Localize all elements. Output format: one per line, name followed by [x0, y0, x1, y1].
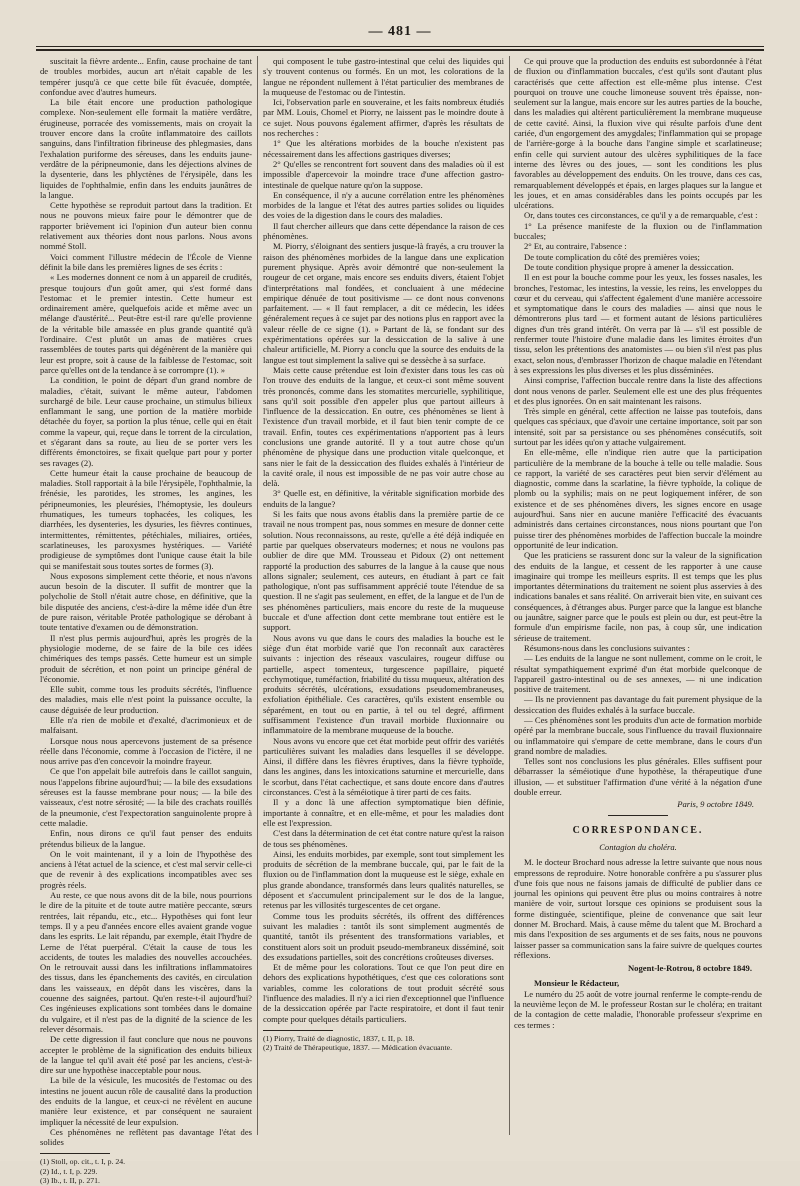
- paragraph: En elle-même, elle n'indique rien autre que la participation particulière de la membrane de la bouche à telle ou telle maladie. Sous ce rapport, la variété de ses caractères peut bien servir d'élément au diagnostic, comme dans la scarlatine, la fièvre typhoïde, la colique de plomb ou la syphilis; mais on ne peut logiquement inférer, de son existence et de ses phénomènes divers, les signes encore en usage aujourd'hui. Sans nier en aucune manière l'efficacité des évacuants administrés dans certaines circonstances, nous nions pourtant que l'on puisse tirer des phénomènes morbides de l'affection buccale la moindre opportunité de leur indication.: [514, 447, 762, 550]
- paragraph: Or, dans toutes ces circonstances, ce qu'il y a de remarquable, c'est :: [524, 210, 758, 221]
- header-rule-thick: [36, 49, 764, 51]
- footnote: (2) Traité de Thérapeutique, 1837. — Médication évacuante.: [263, 1043, 453, 1053]
- paragraph: suscitait la fièvre ardente... Enfin, cause prochaine de tant de troubles morbides, aucun art n'était capable de les tempérer jusqu'à ce que cette bile fût évacuée, domptée, confondue avec d'autres humeurs.: [40, 56, 252, 97]
- article-signature: Paris, 9 octobre 1849.: [677, 799, 754, 810]
- column-left: [40, 56, 252, 1186]
- paragraph: Ce que l'on appelait bile autrefois dans le caillot sanguin, nous l'appelons fibrine aujourd'hui; — la bile des exsudations séreuses est la fausse membrane pour nous; — la bile des vaisseaux, c'est notre sérosité; — la bile des crachats rouillés de la pneumonie, c'est l'expectoration sanguinolente propre à cette maladie.: [40, 766, 252, 828]
- paragraph: De toute condition physique propre à amener la dessiccation.: [524, 261, 734, 272]
- paragraph: La bile était encore une production pathologique complexe. Non-seulement elle formait la matière verdâtre, érugineuse, porracée des vomissements, mais on croyait la trouver encore dans la croûte inflammatoire des caillots sanguins, dans l'infiltration fibrineuse des phlegmasies, dans l'exhalation puriforme des séreuses, dans les enduits jaune-verdâtre de la péripneumonie, dans les déjections alvines de la dysenterie, dans les phlyctènes de l'érysipèle, dans les liquides de l'ophthalmie, enfin dans les enduits jaunâtres de la langue.: [40, 97, 252, 200]
- column-middle-footnotes: [263, 1034, 504, 1053]
- column-middle: [263, 56, 504, 1135]
- header-rule: [36, 46, 764, 47]
- paragraph: Mais cette cause prétendue est loin d'exister dans tous les cas où l'on trouve des enduits de la langue, et ceux-ci sont même souvent très prononcés, comme dans les stomatites mercurielle, syphilitique, sans qu'il soit possible d'en appeler plus que partout ailleurs à l'influence de la dessiccation. En outre, ces phénomènes se lient à l'existence d'un travail morbide, et il faut bien tenir compte de ce travail. Enfin, toutes ces expérimentations n'apportent pas à leurs conclusions une grande autorité. Il y a tout autre chose qu'un phénomène de physique dans une production vitale quelconque, et sans nier le fait de la dessiccation des fluides exhalés à l'intérieur de la cavité orale, il nous est impossible de ne pas voir autre chose au delà.: [263, 364, 504, 489]
- paragraph: Il faut chercher ailleurs que dans cette dépendance la raison de ces phénomènes.: [263, 220, 504, 242]
- paragraph: 3° Quelle est, en définitive, la véritable signification morbide des enduits de la langue?: [263, 488, 504, 509]
- paragraph: Très simple en général, cette affection ne laisse pas toutefois, dans quelques cas spéciaux, que d'avoir une certaine importance, soit par son intensité, soit par sa persistance ou ses phénomènes consécutifs, soit surtout par les idées qu'on y attache vulgairement.: [514, 406, 762, 447]
- column-right-body: [514, 56, 762, 797]
- section-title: CORRESPONDANCE.: [572, 824, 704, 836]
- paragraph: On le voit maintenant, il y a loin de l'hypothèse des anciens à l'état actuel de la science, et c'est mal servir celle-ci que de revenir à des explications incompatibles avec ses progrès réels.: [40, 848, 252, 890]
- paragraph: Résumons-nous dans les conclusions suivantes :: [524, 642, 690, 653]
- paragraph: 2° Et, au contraire, l'absence :: [524, 241, 627, 252]
- paragraph: Il n'est plus permis aujourd'hui, après les progrès de la physiologie moderne, de se faire de la bile ces idées chimériques des temps passés. Cette humeur est un simple produit de sécrétion, et non point un principe général de l'économie.: [40, 632, 252, 684]
- paragraph: qui composent le tube gastro-intestinal que celui des liquides qui s'y trouvent contenus ou formés. En un mot, les colorations de la langue ne répondent nullement à l'état particulier des membranes de la muqueuse de l'estomac ou de l'intestin.: [263, 56, 504, 97]
- paragraph: Ici, l'observation parle en souveraine, et les faits nombreux étudiés par MM. Louis, Chomel et Piorry, ne laissent pas le moindre doute à ce sujet. Nous pouvons également affirmer, d'après les résultats de nos recherches :: [263, 97, 504, 139]
- page-number: — 481 —: [368, 24, 432, 39]
- column-left-body: [40, 56, 252, 1147]
- footnote: (1) Piorry, Traité de diagnostic, 1837, t. II, p. 18.: [263, 1033, 415, 1043]
- paragraph: Il y a donc là une affection symptomatique bien définie, importante à connaître, et en elle-même, et pour les maladies dont elle est l'expression.: [263, 797, 504, 828]
- footnote-rule: [40, 1153, 110, 1154]
- paragraph: Telles sont nos conclusions les plus générales. Elles suffisent pour débarrasser la séméiotique d'une hypothèse, la thérapeutique d'une illusion, — et substituer l'affirmation d'une vérité à la négation d'une double erreur.: [514, 756, 762, 798]
- letter-body: [514, 989, 762, 1030]
- paragraph: Comme tous les produits sécrétés, ils offrent des différences suivant les maladies : tantôt ils sont simplement augmentés de quantité, tantôt ils présentent des transformations variables, et constituent alors soit un produit pseudo-membraneux disséminé, soit des exsudations partielles, soit des concrétions croûteuses diverses.: [263, 910, 504, 962]
- column-middle-body: [263, 56, 504, 1024]
- letter-dateline: Nogent-le-Rotrou, 8 octobre 1849.: [627, 963, 752, 974]
- paragraph: Enfin, nous dirons ce qu'il faut penser des enduits prétendus bilieux de la langue.: [40, 828, 252, 849]
- paragraph: En conséquence, il n'y a aucune corrélation entre les phénomènes morbides de la langue et l'état des autres parties solides ou liquides des voies de la digestion dans le cours des maladies.: [263, 189, 504, 221]
- paragraph: Cette humeur était la cause prochaine de beaucoup de maladies. Stoll rapportait à la bile l'érysipèle, l'ophthalmie, la frénésie, les parotides, les stromes, les angines, les péripneumonies, les pleurésies, l'hémoptysie, les douleurs rhumatiques, les tumeurs tophacées, les coliques, les diarrhées, les dysenteries, les dysuries, les fièvres continues, intermittentes, rémittentes, pétéchiales, miliaires, ortiées, scarlatineuses, les paroxysmes hystériques. — Variété prodigieuse de symptômes dont l'unique cause était la bile qui se manifestait sous toutes sortes de formes (3).: [40, 467, 252, 571]
- paragraph: — Ces phénomènes sont les produits d'un acte de formation morbide opéré par la membrane buccale, sous l'influence du travail fluxionnaire ou inflammatoire qui s'empare de cette membrane, dans le cours d'un grand nombre de maladies.: [514, 715, 762, 756]
- footnote-rule: [263, 1030, 333, 1031]
- paragraph: Ainsi, les enduits morbides, par exemple, sont tout simplement les produits de sécrétion de la membrane buccale, qui, par le fait de la fluxion ou de l'inflammation dont la muqueuse est le siège, exhale en plus grande abondance, transformés dans leurs qualités naturelles, se déposent et s'accumulent principalement sur le dos de la langue, retenus par les villosités turgescentes de cet organe.: [263, 848, 504, 911]
- footnote: (1) Stoll, op. cit., t. I, p. 24.: [40, 1157, 126, 1167]
- letter-salutation: Monsieur le Rédacteur,: [534, 977, 620, 988]
- paragraph: De toute complication du côté des premières voies;: [524, 251, 700, 262]
- paragraph: Ainsi comprise, l'affection buccale rentre dans la liste des affections dont nous venons de parler. Seulement elle est une des plus fréquentes et des plus ignorées. On en sait maintenant les raisons.: [514, 375, 762, 406]
- paragraph: Il en est pour la bouche comme pour les yeux, les fosses nasales, les bronches, l'estomac, les intestins, la vessie, les reins, les enveloppes du cœur et du cerveau, qui s'affectent également d'une manière accessoire et symptomatique dans le cours des maladies — ainsi que nous le démontrerons plus tard — et forment autant de lésions particulières dignes d'un très grand intérêt. On verra par là — s'il est possible de renfermer toute l'histoire d'une maladie dans les limites étroites d'un tissu, selon les prétentions des anatomistes — ou bien s'il n'est pas plus exact, selon nous, d'embrasser l'horizon de chaque maladie en l'étendant à ses expressions les plus diverses et les plus disséminées.: [514, 272, 762, 375]
- paragraph: Lorsque nous nous apercevons justement de sa présence réelle dans l'économie, comme à l'occasion de l'ictère, il ne nous arrive pas d'en concevoir la moindre frayeur.: [40, 735, 252, 767]
- paragraph: Si les faits que nous avons établis dans la première partie de ce travail ne nous trompent pas, nous sommes en mesure de donner cette solution. Nous reconnaissons, au reste, qu'elle a été déjà indiquée en partie par quelques observateurs modernes; et nous ne voulons pas oublier de dire que MM. Trousseau et Pidoux (2) ont nettement rapporté la production des saburres de la langue à la cause que nous allons signaler; seulement, ces auteurs, en étudiant à part ce fait pathologique, n'ont pas suffisamment apprécié toute l'étendue de sa question. Il ne s'agit pas seulement, en effet, de la langue et de l'un de ses phénomènes particuliers, mais encore du reste de la muqueuse buccale et d'une affection dont cette membrane tout entière est le support.: [263, 509, 504, 633]
- paragraph: Que les praticiens se rassurent donc sur la valeur de la signification des enduits de la langue, et cessent de les rapporter à une cause imaginaire qui trompe les meilleurs esprits. Il est temps que les plus importantes déterminations du traitement ne soient plus asservies à des indications banales et sans réalité. On arriverait bien vite, en suivant ces conséquences, à d'étranges abus. Purger parce que la langue est blanche ou jaunâtre, saigner parce que le pouls est plein ou dur, est peut-être la formule d'un empirisme facile, non pas, à coup sûr, une indication sérieuse de traitement.: [514, 550, 762, 643]
- footnote: (3) Ib., t. II, p. 271.: [40, 1176, 100, 1186]
- paragraph: « Les modernes donnent ce nom à un appareil de crudités, presque toujours d'un goût amer, qui s'est formé dans l'estomac et le premier intestin. Cette humeur est ordinairement amère, quelquefois acide et même avec un mélange d'austérité... Peut-être est-il rare qu'elle provienne de la véritable bile amassée en plus grande quantité qu'à l'ordinaire. C'est plutôt un amas de matières crues rassemblées de toutes parts qui dégénèrent de la manière qui leur est propre, soit à cause de la faiblesse de l'estomac, soit parce qu'elles ont de la tendance à se corrompre (1). »: [40, 272, 252, 375]
- column-divider: [257, 56, 258, 1135]
- section-subtitle: Contagion du choléra.: [599, 841, 677, 852]
- column-left-footnotes: [40, 1157, 252, 1185]
- paragraph: — Les enduits de la langue ne sont nullement, comme on le croit, le résultat sympathiquement exprimé d'un état morbide quelconque de l'appareil gastro-intestinal ou de ses annexes, — ni une indication positive de traitement.: [514, 653, 762, 695]
- paragraph: — Ils ne proviennent pas davantage du fait purement physique de la dessiccation des fluides exhalés à la surface buccale.: [514, 694, 762, 715]
- page-header: [0, 22, 800, 44]
- paragraph: 2° Qu'elles se rencontrent fort souvent dans des maladies où il est impossible d'apercevoir la moindre trace d'une affection gastro-intestinale de quelque nature qu'on la suppose.: [263, 158, 504, 190]
- paragraph: Nous avons vu encore que cet état morbide peut offrir des variétés particulières suivant les maladies dans lesquelles il se développe. Ainsi, il diffère dans les fièvres éruptives, dans la fièvre typhoïde, dans les angines, dans les intoxications saturnine et mercurielle, dans le scorbut, dans l'état cachectique, et sans doute encore dans d'autres circonstances. C'est à la séméiotique à tirer parti de ces faits.: [263, 735, 504, 798]
- footnote: (2) Id., t. I, p. 229.: [40, 1166, 98, 1176]
- paragraph: La condition, le point de départ d'un grand nombre de maladies, c'était, suivant le même auteur, l'abdomen surchargé de bile. Leur cause prochaine, un stimulus bilieux enflammant le sang, une portion de la matière morbide détachée du foyer, sa portion la plus ténue, celle qui en était comme la vapeur, qui, reçue dans le torrent de la circulation, et s'égarant dans sa route, au lieu de se porter vers les différents émonctoires, se fixait quelque part pour y porter ses ravages (2).: [40, 375, 252, 468]
- column-right: [514, 56, 762, 1135]
- paragraph: Nous avons vu que dans le cours des maladies la bouche est le siège d'un état morbide varié que l'on reconnaît aux caractères suivants : injection des réseaux vasculaires, rougeur diffuse ou partielle, aspect tomenteux, turgescence papillaire, piqueté ecchymotique, tuméfaction, friabilité du tissu muqueux, altération des produits sécrétés, ulcérations, exsudations pseudomembraneuses, exfoliation épithéliale. Ces caractères, qu'ils existent ensemble ou séparément, en tout ou en partie, à tel ou tel degré, affirment suffisamment l'existence d'un travail morbide fluxionnaire ou inflammatoire de la membrane muqueuse de la bouche.: [263, 632, 504, 736]
- paragraph: Ces phénomènes ne reflètent pas davantage l'état des solides: [40, 1126, 252, 1148]
- paragraph: Le numéro du 25 août de votre journal renferme le compte-rendu de la neuvième leçon de M. le professeur Rostan sur le choléra; en traitant de la contagion de cette maladie, l'honorable professeur s'exprime en ces termes :: [514, 988, 762, 1030]
- paragraph: Ce qui prouve que la production des enduits est subordonnée à l'état de fluxion ou d'inflammation buccales, c'est qu'ils sont d'autant plus caractérisés que cette affection est elle-même plus intense. C'est pourquoi on trouve une couche limoneuse souvent très épaisse, non-seulement sur la langue, mais encore sur les autres parties de la bouche, dans les maladies qui altèrent particulièrement la membrane muqueuse de cette cavité. Ainsi, la fluxion vive qui résulte parfois d'une dent cariée, d'un engorgement des amygdales; l'inflammation qui se propage de l'arrière-gorge à la bouche dans l'angine simple et scarlatineuse; enfin celle qui survient autour des ulcères syphilitiques de la face interne des lèvres ou des joues, — sont les conditions les plus favorables au développement des enduits. On les trouve, dans ces cas, remarquablement développés et épais, en larges plaques sur la langue et les joues, et en amas considérables dans les points occupés par les ulcérations.: [514, 56, 762, 211]
- paragraph: Et de même pour les colorations. Tout ce que l'on peut dire en dehors des explications hypothétiques, c'est que ces colorations sont variables, comme les colorations de tout produit sécrété sous l'influence des maladies. Il n'y a ici rien d'exceptionnel que l'influence de la dessiccation opérée par l'acte respiratoire, et dont il faut tenir compte pour quelques détails particuliers.: [263, 962, 504, 1024]
- paragraph: 1° La présence manifeste de la fluxion ou de l'inflammation buccales;: [514, 220, 762, 242]
- paragraph: Nous exposons simplement cette théorie, et nous n'avons aucun besoin de la discuter. Il suffit de montrer que la polycholie de Stoll n'était autre chose, en définitive, que la bile disputée des anciens, c'est-à-dire la même idée d'un être de pure raison, véritable Protée pathologique se dérobant à toute tentative d'examen ou de démonstration.: [40, 570, 252, 633]
- paragraph: De cette digression il faut conclure que nous ne pouvons accepter le problème de la signification des enduits bilieux de la langue tel qu'il avait été posé par les anciens, c'est-à-dire sur une hypothèse inacceptable pour nous.: [40, 1034, 252, 1076]
- paragraph: Elle subit, comme tous les produits sécrétés, l'influence des maladies, mais elle n'est point la puissance occulte, la cause déguisée de leur production.: [40, 684, 252, 715]
- correspondence-intro: [514, 857, 762, 960]
- paragraph: Voici comment l'illustre médecin de l'École de Vienne définit la bile dans les premières lignes de ses écrits :: [40, 251, 252, 272]
- paragraph: 1° Que les altérations morbides de la bouche n'existent pas nécessairement dans les affections gastriques diverses;: [263, 138, 504, 159]
- paragraph: Elle n'a rien de mobile et d'exalté, d'acrimonieux et de malfaisant.: [40, 715, 252, 736]
- paragraph: La bile de la vésicule, les mucosités de l'estomac ou des intestins ne jouent aucun rôle de causalité dans la production des enduits de la langue, et ceux-ci ne révèlent en aucune manière leur existence, et par conséquent ne sauraient impliquer la nécessité de leur expulsion.: [40, 1075, 252, 1127]
- column-divider: [509, 56, 510, 1135]
- paragraph: Cette hypothèse se reproduit partout dans la tradition. Et nous ne pouvons mieux faire pour le démontrer que de rapporter brièvement ici l'opinion d'un auteur bien connu relativement aux théories dont nous parlons. Nous avons nommé Stoll.: [40, 200, 252, 252]
- paragraph: Au reste, ce que nous avons dit de la bile, nous pourrions le dire de la pituite et de toute autre matière peccante, sœurs rentrées, lait répandu, etc., etc... Hypothèses qui font leur temps. Il y a peu d'années encore elles avaient grande vogue dans les esprits. Le lait répandu, par exemple, était l'hydre de Lerne de l'état puerpéral. C'était la cause de tous les accidents, de toutes les maladies des nouvelles accouchées. On le retrouvait aussi dans les infiltrations inflammatoires des tissus, dans les épanchements des cavités, en circulation dans les vaisseaux, en dépôt dans les viscères, dans la couenne des saignées, partout. Qu'en reste-t-il aujourd'hui? Ces ingénieuses explications sont tombées dans le domaine du vulgaire, et il n'est pas de la dignité de la science de les relever désormais.: [40, 890, 252, 1034]
- paragraph: M. Piorry, s'éloignant des sentiers jusque-là frayés, a cru trouver la raison des phénomènes morbides de la langue dans une explication purement physique. Après avoir démontré que non-seulement la rougeur de cet organe, mais encore ses enduits divers, étaient l'objet d'interprétations mal fondées, et concluaient à une médecine empirique dénuée de tout positivisme — ce dont nous convenons parfaitement. — « Il faut remplacer, a dit ce médecin, les idées généralement reçues à ce sujet par des notions plus en rapport avec la valeur réelle de ce signe (1). » Partant de là, se fondant sur des expérimentations opérées sur la dessiccation de la salive à une chaleur artificielle, M. Piorry a conclu que la source des enduits de la langue est tout simplement la salive qui se dessèche à sa surface.: [263, 241, 504, 365]
- paragraph: C'est dans la détermination de cet état contre nature qu'est la raison de tous ses phénomènes.: [263, 828, 504, 849]
- article-end-rule: [608, 815, 668, 816]
- paragraph: M. le docteur Brochard nous adresse la lettre suivante que nous nous empressons de reproduire. Notre honorable confrère a pu s'assurer plus d'une fois que nous ne faisons jamais de difficulté de publier dans ce journal les opinions qui peuvent être plus ou moins contraires à notre manière de voir, surtout lorsque ces opinions se produisent sous la forme distinguée, scientifique, pleine de convenance que sait leur donner M. Brochard. Mais, à cause même du talent que M. Brochard a mis dans l'exposition de ses arguments et de ses faits, nous ne pouvons laisser passer sa communication sans la faire suivre de quelques courtes réflexions.: [514, 857, 762, 960]
